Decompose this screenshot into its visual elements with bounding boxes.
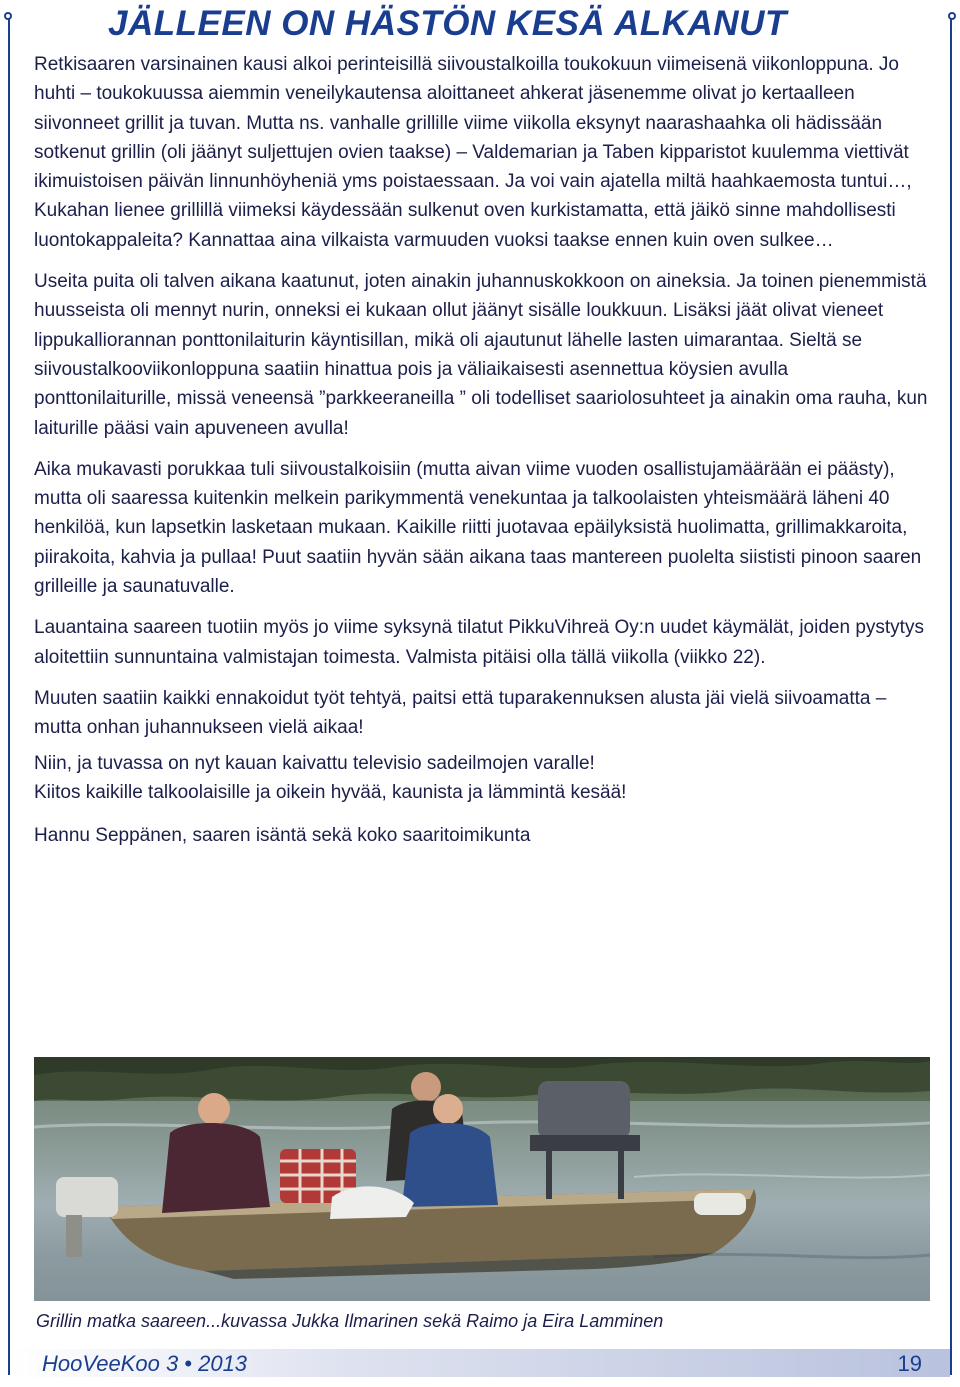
article-paragraph-5: Muuten saatiin kaikki ennakoidut työt tehtyä, paitsi että tuparakennuksen alusta jäi vielä siivoamatta – mutta onhan juhannukseen vielä aikaa! [34, 687, 887, 739]
page-number: 19 [897, 1351, 922, 1376]
article-signature: Hannu Seppänen, saaren isäntä sekä koko saaritoimikunta [34, 825, 531, 847]
boat-photo-illustration [34, 1057, 930, 1301]
article-body [34, 50, 930, 862]
article-paragraph-7: Kiitos kaikille talkoolaisille ja oikein hyvää, kaunista ja lämmintä kesää! [34, 781, 627, 803]
article-paragraph-4: Lauantaina saareen tuotiin myös jo viime syksynä tilatut PikkuVihreä Oy:n uudet käymälät, joiden pystytys aloitettiin sunnuntaina valmistajan toimesta. Valmista pitäisi olla tällä viikolla (viikko 22). [34, 617, 924, 668]
boat-photo [34, 1057, 930, 1301]
article-headline: JÄLLEEN ON HÄSTÖN KESÄ ALKANUT [108, 4, 787, 43]
article-paragraph-3: Aika mukavasti porukkaa tuli siivoustalkoisiin (mutta aivan viime vuoden osallistujamäärään ei päästy), mutta oli saaressa kuitenkin melkein parikymmentä venekuntaa ja talkoolaisten yhteismäärä läheni 40 henkilöä, kun lapsetkin lasketaan mukaan. Kaikille riitti juotavaa epäilyksistä huolimatta, grillimakkaroita, piirakoita, kahvia ja pullaa! Puut saatiin hyvän sään aikana taas mantereen puolelta siististi pinoon saaren grilleille ja saunatuvalle. [34, 458, 922, 598]
article-paragraph-6: Niin, ja tuvassa on nyt kauan kaivattu televisio sadeilmojen varalle! [34, 752, 595, 774]
frame-corner-ornament-right [948, 12, 956, 20]
photo-caption: Grillin matka saareen...kuvassa Jukka Ilmarinen sekä Raimo ja Eira Lamminen [36, 1311, 664, 1331]
footer-issue: HooVeeKoo 3 • 2013 [42, 1351, 248, 1376]
frame-corner-ornament-left [4, 12, 12, 20]
article-paragraph-2: Useita puita oli talven aikana kaatunut, joten ainakin juhannuskokkoon on aineksia. Ja toinen pienemmistä huusseista oli mennyt nurin, onneksi ei kukaan ollut jäänyt sisälle loukkuun. Lisäksi jäät olivat vieneet lippukalliorannan ponttonilaiturin käyntisillan, mikä oli ajautunut lähelle lasten uimarantaa. Sieltä se siivoustalkooviikonloppuna saatiin hinattua pois ja väliaikaisesti asennettua köysien avulla ponttonilaiturille, missä veneensä ”parkkeeraneilla ” oli todelliset saariolosuhteet ja ainakin oma rauha, kun laiturille pääsi vain apuveneen avulla! [34, 271, 928, 439]
article-paragraph-1: Retkisaaren varsinainen kausi alkoi perinteisillä siivoustalkoilla toukokuun viimeisenä viikonloppuna. Jo huhti – toukokuussa aiemmin veneilykautensa aloittaneet ahkerat jäsenemme olivat jo kertaalleen siivonneet grillit ja tuvan. Mutta ns. vanhalle grillille viime viikolla eksynyt naarashaahka oli hädissään sotkenut grillin (oli jäänyt suljettujen ovien taakse) – Valdemarian ja Taben kipparistot kuulemma viettivät ikimuistoisen päivän linnunhöyheniä yms poistaessaan. Ja voi vain ajatella miltä haahkaemosta tuntui…, Kukahan lienee grillillä viimeksi käydessään sulkenut oven kurkistamatta, että jäikö sinne mahdollisesti luontokappaleita? Kannattaa aina vilkaista varmuuden vuoksi taakse ennen kuin oven sulkee… [34, 54, 912, 251]
